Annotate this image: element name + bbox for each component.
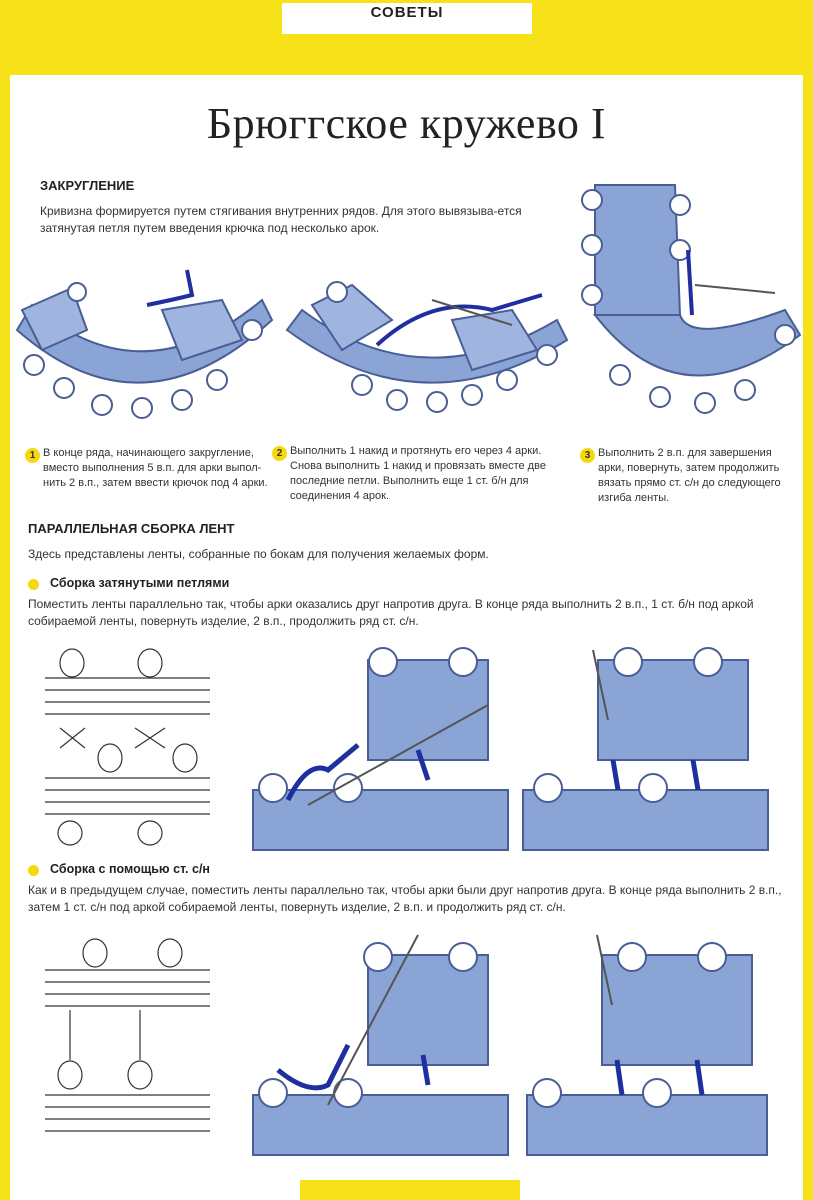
method-1-step-a	[248, 640, 513, 855]
step-1-text: В конце ряда, начинающего закругление, вместо выполнения 5 в.п. для арки выпол-нить 2 в.п., затем ввести крючок под 4 арки.	[43, 447, 268, 489]
parallel-heading: ПАРАЛЛЕЛЬНАЯ СБОРКА ЛЕНТ	[28, 521, 235, 536]
method-2-chart-diagram	[40, 935, 220, 1155]
method-2-title: Сборка с помощью ст. с/н	[50, 862, 210, 876]
section-tab-stripe	[282, 0, 532, 3]
rounding-illustration-3	[580, 175, 805, 430]
method-2-text: Как и в предыдущем случае, поместить ленты параллельно так, чтобы арки были друг напротив друга. В конце ряда выполнить 2 в.п., затем 1 ст. с/н под аркой собираемой ленты, повернуть изделие, 2 в.п. и продолжить ряд ст. с/н.	[28, 883, 782, 914]
step-2-text: Выполнить 1 накид и протянуть его через 4 арки. Снова выполнить 1 накид и провязать вместе две последние петли. Выполнить еще 1 ст. б/н для соединения 4 арок.	[290, 445, 546, 502]
rounding-heading: ЗАКРУГЛЕНИЕ	[40, 178, 135, 193]
method-1-step-b	[518, 640, 778, 855]
method-2-step-b	[522, 925, 777, 1160]
method-2-bullet	[28, 865, 39, 876]
step-3-number: 3	[580, 448, 595, 463]
bottom-yellow-band	[300, 1180, 520, 1200]
method-1-chart-diagram	[40, 648, 220, 848]
method-2-step-a	[248, 925, 513, 1160]
parallel-intro: Здесь представлены ленты, собранные по бокам для получения желаемых форм.	[28, 547, 489, 561]
rounding-illustration-1	[12, 270, 282, 430]
step-3-text: Выполнить 2 в.п. для завершения арки, повернуть, затем продолжить вязать прямо ст. с/н до следующего изгиба ленты.	[598, 447, 781, 504]
step-2-number: 2	[272, 446, 287, 461]
method-1-bullet	[28, 579, 39, 590]
method-1-title: Сборка затянутыми петлями	[50, 576, 230, 590]
rounding-intro: Кривизна формируется путем стягивания внутренних рядов. Для этого вывязыва-ется затянутая петля путем введения крючка под несколько арок.	[40, 204, 522, 235]
step-1-number: 1	[25, 448, 40, 463]
page-title: Брюггское кружево I	[206, 99, 607, 148]
method-1-text: Поместить ленты параллельно так, чтобы арки оказались друг напротив друга. В конце ряда выполнить 2 в.п., 1 ст. б/н под аркой собираемой ленты, повернуть изделие, 2 в.п., продолжить ряд ст. с/н.	[28, 597, 754, 628]
rounding-illustration-2	[282, 280, 572, 430]
section-label: СОВЕТЫ	[370, 4, 444, 21]
